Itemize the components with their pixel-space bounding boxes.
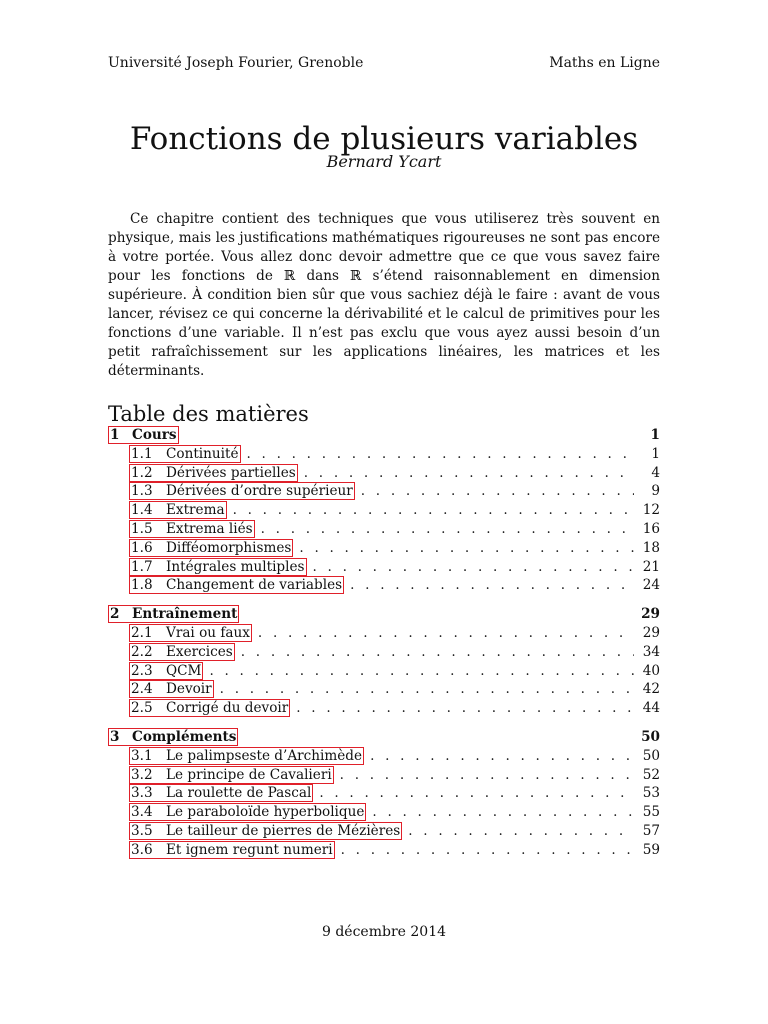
toc-entry-label: Le paraboloïde hyperbolique — [166, 804, 365, 821]
toc-section-number: 1 — [110, 427, 120, 443]
toc-entry-link[interactable] — [129, 520, 255, 538]
toc-entry-link[interactable] — [129, 464, 298, 482]
toc-entry-link[interactable] — [129, 576, 344, 594]
toc-section — [108, 426, 660, 595]
toc-entry-page: 9 — [651, 483, 660, 500]
toc-entry — [108, 680, 660, 699]
toc-leader-dots — [340, 766, 634, 785]
toc-entry-label: Dérivées partielles — [166, 464, 296, 481]
toc-entry-number: 1.6 — [131, 539, 153, 556]
toc-entry-number: 1.5 — [131, 520, 153, 537]
toc-entry — [108, 576, 660, 595]
toc-entry-link[interactable] — [129, 482, 355, 500]
toc-title: Table des matières — [108, 402, 309, 427]
toc-entry-link[interactable] — [129, 841, 335, 859]
toc-section-row — [108, 605, 660, 624]
toc-leader-dots — [341, 841, 634, 860]
toc-leader-dots — [258, 624, 634, 643]
header-institution: Université Joseph Fourier, Grenoble — [108, 55, 364, 71]
toc-entry-label: Le palimpseste d’Archimède — [166, 747, 363, 764]
toc-entry-number: 1.4 — [131, 502, 153, 519]
toc-entry-page: 29 — [642, 624, 660, 641]
toc-leader-dots — [408, 822, 634, 841]
toc-entry-page: 21 — [642, 558, 660, 575]
toc-entry-page: 57 — [642, 822, 660, 839]
toc-entry-link[interactable] — [129, 558, 307, 576]
toc-entry-number: 3.6 — [131, 841, 153, 858]
toc-entry — [108, 464, 660, 483]
toc-entry-link[interactable] — [129, 539, 293, 557]
toc-entry-number: 1.7 — [131, 558, 153, 575]
toc-section-page: 50 — [641, 728, 660, 745]
toc-entry-label: Et ignem regunt numeri — [166, 841, 333, 858]
toc-entry-page: 24 — [642, 577, 660, 594]
toc-section-page: 1 — [650, 427, 660, 443]
header-series: Maths en Ligne — [549, 55, 660, 71]
toc-entry-page: 55 — [642, 804, 660, 821]
toc-entry — [108, 699, 660, 718]
toc-entry-number: 2.5 — [131, 700, 153, 717]
toc-entry — [108, 662, 660, 681]
toc-entry-page: 12 — [642, 502, 660, 519]
toc-entry-link[interactable] — [129, 643, 235, 661]
toc-entry — [108, 784, 660, 803]
toc-leader-dots — [313, 558, 635, 577]
toc-entry-link[interactable] — [129, 822, 402, 840]
toc-entry-link[interactable] — [129, 699, 290, 717]
toc-entry-link[interactable] — [129, 803, 366, 821]
toc-entry-number: 3.4 — [131, 804, 153, 821]
toc-leader-dots — [370, 747, 634, 766]
toc-entry-label: Continuité — [166, 445, 239, 462]
table-of-contents — [108, 426, 660, 870]
toc-entry-page: 50 — [642, 747, 660, 764]
toc-entry — [108, 766, 660, 785]
document-author: Bernard Ycart — [326, 152, 442, 171]
toc-entry-link[interactable] — [129, 501, 227, 519]
toc-entry — [108, 803, 660, 822]
page-footer-date: 9 décembre 2014 — [321, 924, 447, 940]
toc-leader-dots — [247, 445, 634, 464]
toc-leader-dots — [209, 662, 634, 681]
toc-section-label: Entraînement — [132, 606, 238, 623]
toc-section — [108, 605, 660, 718]
toc-entry-number: 1.2 — [131, 464, 153, 481]
toc-entry-page: 34 — [642, 643, 660, 660]
toc-entry-label: Le tailleur de pierres de Mézières — [166, 822, 401, 839]
toc-entry-link[interactable] — [129, 747, 364, 765]
toc-leader-dots — [296, 699, 634, 718]
toc-section-page: 29 — [641, 606, 660, 623]
toc-entry-number: 1.8 — [131, 577, 153, 594]
toc-section-row — [108, 426, 660, 445]
toc-entry-number: 2.2 — [131, 643, 153, 660]
toc-entry-link[interactable] — [129, 662, 203, 680]
toc-entry-label: Vrai ou faux — [166, 624, 250, 641]
toc-section — [108, 728, 660, 860]
toc-entry-label: Extrema — [166, 502, 225, 519]
toc-entry-number: 2.4 — [131, 681, 153, 698]
document-title: Fonctions de plusieurs variables — [129, 120, 639, 157]
toc-entry-label: QCM — [166, 662, 202, 679]
toc-entry — [108, 558, 660, 577]
toc-entry-page: 18 — [642, 539, 660, 556]
toc-entry — [108, 520, 660, 539]
toc-entry — [108, 841, 660, 860]
toc-entry — [108, 539, 660, 558]
toc-entry-label: La roulette de Pascal — [166, 785, 312, 802]
toc-entry — [108, 482, 660, 501]
toc-leader-dots — [220, 680, 634, 699]
toc-entry-page: 42 — [642, 681, 660, 698]
toc-section-row — [108, 728, 660, 747]
toc-section-link[interactable] — [108, 426, 179, 444]
toc-entry-page: 59 — [642, 841, 660, 858]
toc-section-link[interactable] — [108, 605, 239, 623]
toc-entry-label: Intégrales multiples — [166, 558, 305, 575]
toc-entry — [108, 501, 660, 520]
toc-entry-number: 1.1 — [131, 445, 153, 462]
toc-leader-dots — [299, 539, 634, 558]
toc-entry-page: 52 — [642, 766, 660, 783]
toc-entry-number: 2.1 — [131, 624, 153, 641]
toc-entry-label: Corrigé du devoir — [166, 700, 289, 717]
toc-entry-label: Difféomorphismes — [166, 539, 292, 556]
toc-entry-page: 4 — [651, 464, 660, 481]
abstract-paragraph: Ce chapitre contient des techniques que vous utiliserez très souvent en physique, mais les justifications mathématiques rigoureuses ne sont pas encore à votre portée. Vous allez donc devoir admettre que ce que vous savez faire pour les fonctions de ℝ dans ℝ s’étend raisonnablement en dimension supérieure. À condition bien sûr que vous sachiez déjà le faire : avant de vous lancer, révisez ce qui concerne la dérivabilité et le calcul de primitives pour les fonctions d’une variable. Il n’est pas exclu que vous ayez aussi besoin d’un petit rafraîchissement sur les applications linéaires, les matrices et les déterminants. — [108, 211, 660, 379]
toc-entry-page: 1 — [651, 445, 660, 462]
toc-leader-dots — [350, 576, 634, 595]
toc-entry-label: Le principe de Cavalieri — [166, 766, 332, 783]
toc-entry-number: 3.1 — [131, 747, 153, 764]
toc-entry — [108, 445, 660, 464]
toc-section-label: Compléments — [132, 728, 237, 745]
toc-entry-page: 16 — [642, 520, 660, 537]
toc-leader-dots — [304, 464, 634, 483]
toc-entry-number: 3.2 — [131, 766, 153, 783]
toc-entry-link[interactable] — [129, 680, 214, 698]
toc-entry — [108, 822, 660, 841]
toc-entry-link[interactable] — [129, 766, 334, 784]
toc-entry-page: 40 — [642, 662, 660, 679]
toc-entry-link[interactable] — [129, 624, 252, 642]
toc-entry-number: 3.5 — [131, 822, 153, 839]
toc-entry-number: 1.3 — [131, 483, 153, 500]
toc-section-link[interactable] — [108, 728, 238, 746]
toc-entry-label: Changement de variables — [166, 577, 343, 594]
toc-entry — [108, 624, 660, 643]
toc-entry-page: 44 — [642, 700, 660, 717]
toc-entry-label: Devoir — [166, 681, 212, 698]
toc-leader-dots — [361, 482, 634, 501]
toc-leader-dots — [233, 501, 634, 520]
toc-leader-dots — [319, 784, 634, 803]
toc-entry-link[interactable] — [129, 445, 241, 463]
toc-entry-number: 2.3 — [131, 662, 153, 679]
toc-entry-label: Dérivées d’ordre supérieur — [166, 483, 353, 500]
toc-entry-label: Exercices — [166, 643, 233, 660]
toc-leader-dots — [372, 803, 634, 822]
toc-leader-dots — [261, 520, 634, 539]
page-header — [108, 55, 660, 71]
toc-leader-dots — [241, 643, 634, 662]
toc-section-label: Cours — [132, 427, 177, 443]
toc-entry-label: Extrema liés — [166, 520, 253, 537]
toc-entry — [108, 747, 660, 766]
toc-entry-page: 53 — [642, 785, 660, 802]
toc-entry-link[interactable] — [129, 784, 313, 802]
toc-entry — [108, 643, 660, 662]
toc-section-number: 2 — [110, 606, 120, 623]
toc-entry-number: 3.3 — [131, 785, 153, 802]
toc-section-number: 3 — [110, 728, 120, 745]
